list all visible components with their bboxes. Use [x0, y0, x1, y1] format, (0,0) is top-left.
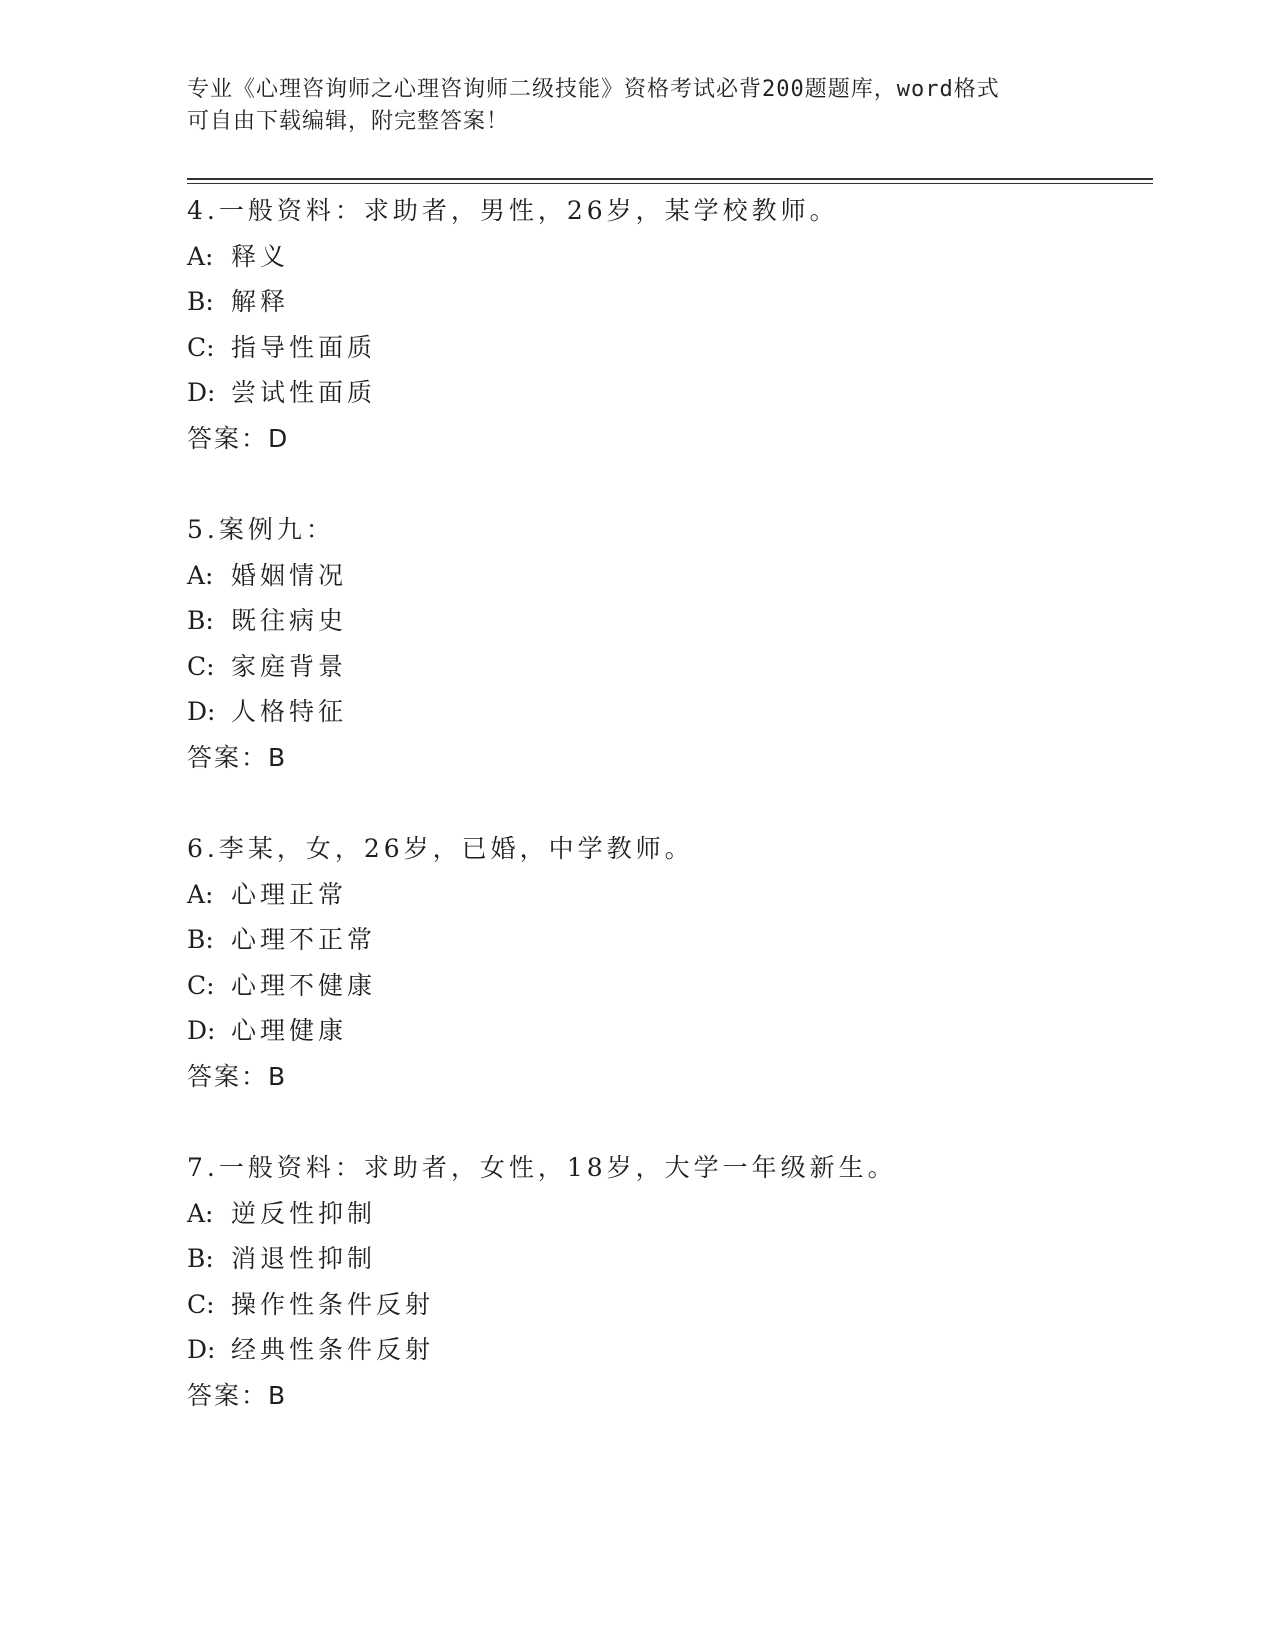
- option-d: [187, 1008, 1153, 1054]
- answer-line: 答案：B: [187, 1061, 288, 1091]
- question-stem: 4.一般资料：求助者，男性，26岁，某学校教师。: [187, 196, 839, 225]
- option-text: 尝试性面质: [231, 378, 377, 407]
- option-d: [187, 1327, 1153, 1373]
- option-letter: C:: [187, 332, 215, 362]
- option-letter: A:: [187, 560, 214, 590]
- answer-line: 答案：B: [187, 742, 288, 772]
- option-b: [187, 1236, 1153, 1282]
- question-stem: 5.案例九：: [187, 515, 335, 544]
- header-divider-thick: [187, 178, 1153, 180]
- option-c: [187, 1282, 1153, 1328]
- question-item: [187, 507, 1153, 780]
- option-text: 释义: [231, 241, 290, 271]
- header-line-1: 专业《心理咨询师之心理咨询师二级技能》资格考试必背200题题库，word格式: [187, 77, 1000, 102]
- option-a: [187, 553, 1153, 599]
- answer-line: 答案：D: [187, 423, 290, 453]
- question-item: [187, 188, 1153, 461]
- option-letter: A:: [187, 1198, 214, 1228]
- option-a: [187, 234, 1153, 280]
- answer-line: 答案：B: [187, 1380, 288, 1410]
- option-b: [187, 598, 1153, 644]
- option-c: [187, 963, 1153, 1009]
- option-letter: C:: [187, 651, 215, 681]
- question-stem: 6.李某，女，26岁，已婚，中学教师。: [187, 834, 694, 863]
- option-text: 心理不正常: [231, 925, 377, 954]
- option-text: 消退性抑制: [231, 1244, 377, 1273]
- option-b: [187, 917, 1153, 963]
- option-c: [187, 644, 1153, 690]
- option-text: 逆反性抑制: [231, 1198, 377, 1228]
- option-text: 操作性条件反射: [231, 1289, 435, 1319]
- question-item: [187, 826, 1153, 1099]
- question-list: [187, 188, 1153, 1464]
- option-letter: B:: [187, 1244, 214, 1273]
- option-letter: C:: [187, 970, 215, 1000]
- option-letter: B:: [187, 606, 214, 635]
- option-text: 心理健康: [231, 1016, 348, 1045]
- option-text: 解释: [231, 287, 290, 316]
- option-a: [187, 1191, 1153, 1237]
- option-text: 心理不健康: [231, 970, 377, 1000]
- option-b: [187, 279, 1153, 325]
- option-text: 指导性面质: [231, 332, 377, 362]
- option-letter: A:: [187, 241, 214, 271]
- option-letter: D:: [187, 1335, 216, 1364]
- option-text: 经典性条件反射: [231, 1335, 435, 1364]
- option-letter: A:: [187, 879, 214, 909]
- option-text: 婚姻情况: [231, 560, 348, 590]
- option-d: [187, 689, 1153, 735]
- option-d: [187, 370, 1153, 416]
- header-divider-thin: [187, 183, 1153, 184]
- option-a: [187, 872, 1153, 918]
- option-text: 人格特征: [231, 697, 348, 726]
- option-letter: D:: [187, 378, 216, 407]
- option-letter: D:: [187, 697, 216, 726]
- question-item: [187, 1145, 1153, 1418]
- document-header: [187, 74, 1087, 138]
- option-letter: C:: [187, 1289, 215, 1319]
- option-text: 既往病史: [231, 606, 348, 635]
- option-letter: B:: [187, 925, 214, 954]
- option-c: [187, 325, 1153, 371]
- option-letter: B:: [187, 287, 214, 316]
- option-text: 家庭背景: [231, 651, 348, 681]
- question-stem: 7.一般资料：求助者，女性，18岁，大学一年级新生。: [187, 1153, 897, 1182]
- option-letter: D:: [187, 1016, 216, 1045]
- option-text: 心理正常: [231, 879, 348, 909]
- header-line-2: 可自由下载编辑，附完整答案！: [187, 109, 510, 134]
